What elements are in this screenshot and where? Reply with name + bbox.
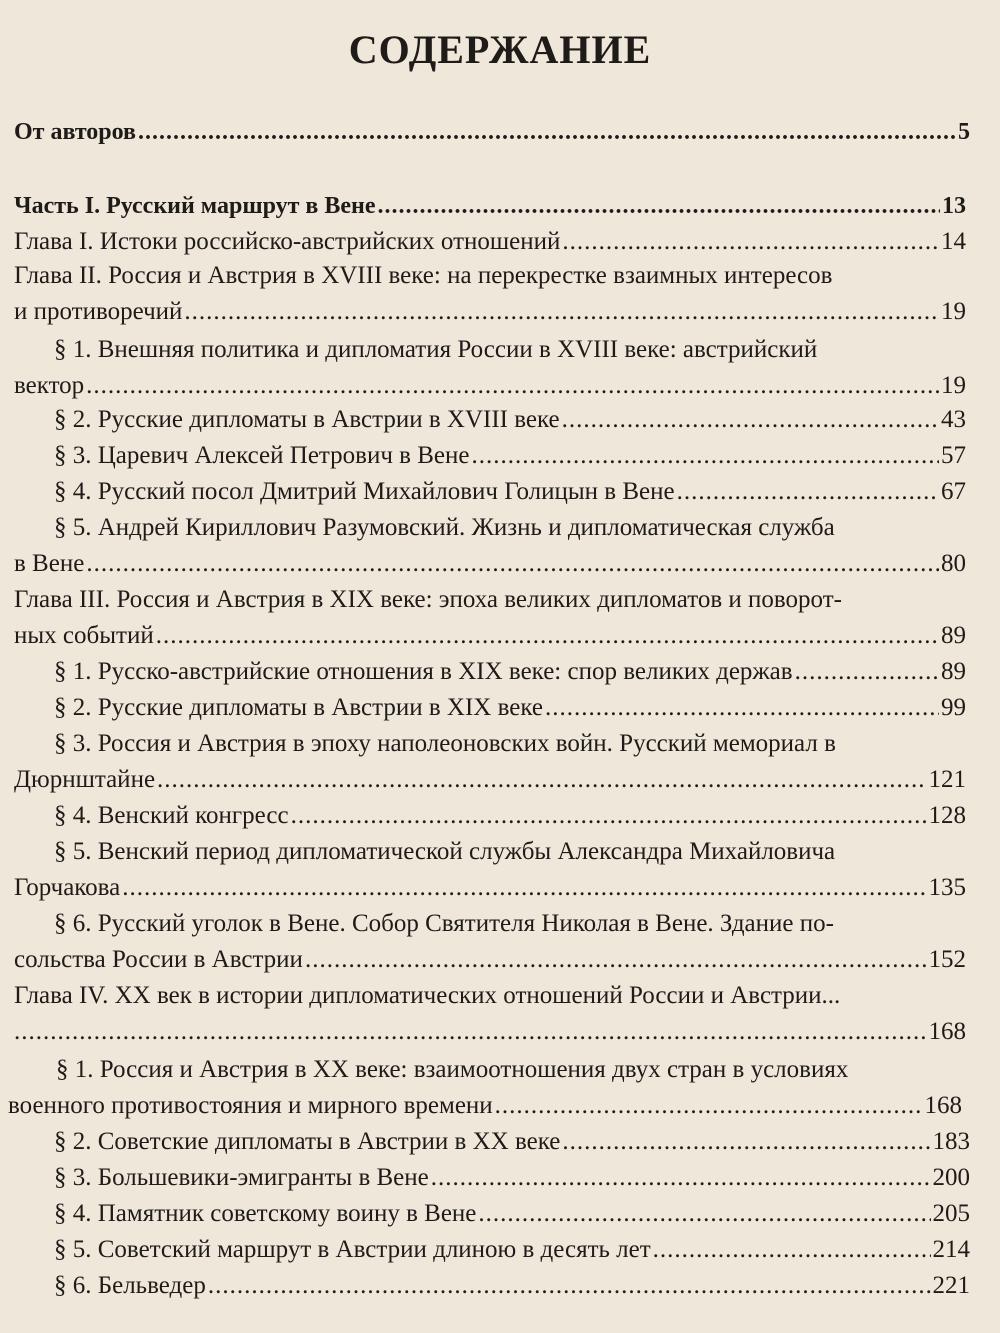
entry-title: военного противостояния и мирного времени — [8, 1092, 493, 1119]
page-number: 57 — [941, 442, 966, 469]
entry-title: § 3. Царевич Алексей Петрович в Вене — [54, 442, 470, 469]
dot-leader — [86, 546, 939, 582]
toc-entry — [14, 726, 966, 798]
page-number: 221 — [932, 1272, 970, 1299]
page-number: 183 — [932, 1128, 970, 1155]
entry-title: § 4. Венский конгресс — [54, 802, 289, 829]
page-number: 121 — [928, 766, 966, 793]
entry-title: § 3. Большевики-эмигранты в Вене — [54, 1164, 429, 1191]
dot-leader — [495, 1088, 923, 1124]
toc-entry — [14, 188, 966, 224]
toc-entry — [14, 114, 970, 150]
entry-title-line1: § 3. Россия и Австрия в эпоху наполеоновских войн. Русский мемориал в — [54, 730, 836, 757]
toc-entry — [14, 1160, 970, 1196]
dot-leader — [562, 1124, 930, 1160]
dot-leader — [677, 474, 939, 510]
dot-leader — [378, 188, 940, 224]
entry-title: Дюрнштайне — [14, 766, 156, 793]
dot-leader — [291, 798, 927, 834]
entry-title: ных событий — [14, 622, 154, 649]
entry-title: § 2. Русские дипломаты в Австрии в XIX веке — [54, 694, 543, 721]
dot-leader — [14, 1014, 927, 1050]
dot-leader — [156, 618, 939, 654]
entry-title-line1: Глава II. Россия и Австрия в XVIII веке: на перекрестке взаимных интересов — [14, 262, 833, 289]
toc-entry — [14, 224, 966, 260]
toc-entry — [14, 438, 966, 474]
toc-entry — [14, 654, 966, 690]
entry-title-line1: § 6. Русский уголок в Вене. Собор Святителя Николая в Вене. Здание по- — [54, 910, 834, 937]
entry-title-line1: § 5. Венский период дипломатической службы Александра Михайловича — [54, 838, 836, 865]
page-number: 19 — [941, 372, 966, 399]
page-number: 205 — [932, 1200, 970, 1227]
dot-leader — [545, 690, 939, 726]
page-number: 128 — [928, 802, 966, 829]
page-number: 14 — [941, 228, 966, 255]
toc-entry — [14, 1268, 970, 1304]
page-number: 135 — [928, 874, 966, 901]
dot-leader — [431, 1160, 931, 1196]
dot-leader — [208, 1268, 931, 1304]
toc-entry — [14, 258, 966, 330]
page-number: 19 — [941, 298, 966, 325]
page-number: 168 — [924, 1092, 962, 1119]
entry-title: Горчакова — [14, 874, 121, 901]
entry-title-line1: § 1. Россия и Австрия в XX веке: взаимоотношения двух стран в условиях — [56, 1056, 849, 1083]
toc-entry — [8, 1052, 962, 1124]
page-number: 80 — [941, 550, 966, 577]
toc-entry — [14, 1196, 970, 1232]
toc-entry — [14, 402, 966, 438]
entry-title: § 4. Русский посол Дмитрий Михайлович Голицын в Вене — [54, 478, 675, 505]
entry-title: Часть I. Русский маршрут в Вене — [14, 193, 376, 219]
toc-entry — [14, 834, 966, 906]
dot-leader — [471, 438, 939, 474]
dot-leader — [795, 654, 939, 690]
toc-entry — [14, 474, 966, 510]
dot-leader — [562, 402, 939, 438]
entry-title: § 5. Советский маршрут в Австрии длиною в десять лет — [54, 1236, 651, 1263]
page-number: 200 — [932, 1164, 970, 1191]
toc-entry — [14, 978, 966, 1050]
dot-leader — [122, 870, 926, 906]
entry-title: Глава I. Истоки российско-австрийских отношений — [14, 228, 561, 255]
entry-title-line1: § 5. Андрей Кириллович Разумовский. Жизнь и дипломатическая служба — [54, 514, 835, 541]
entry-title-line1: § 1. Внешняя политика и дипломатия России в XVIII веке: австрийский — [54, 336, 818, 363]
page-number: 214 — [932, 1236, 970, 1263]
entry-title-line1: Глава III. Россия и Австрия в XIX веке: эпоха великих дипломатов и поворот- — [14, 586, 842, 613]
dot-leader — [653, 1232, 931, 1268]
dot-leader — [86, 368, 939, 404]
page-number: 89 — [941, 658, 966, 685]
dot-leader — [562, 224, 939, 260]
entry-title: От авторов — [14, 119, 137, 145]
page-number: 152 — [928, 946, 966, 973]
dot-leader — [478, 1196, 930, 1232]
dot-leader — [157, 762, 926, 798]
page-number: 99 — [941, 694, 966, 721]
entry-title: вектор — [14, 372, 85, 399]
page-number: 168 — [928, 1018, 966, 1045]
toc-entry — [14, 510, 966, 582]
entry-title: § 4. Памятник советскому воину в Вене — [54, 1200, 477, 1227]
page-number: 5 — [958, 119, 970, 145]
toc-entry — [14, 582, 966, 654]
page-number: 67 — [941, 478, 966, 505]
page-number: 13 — [942, 193, 966, 219]
page-number: 89 — [941, 622, 966, 649]
entry-title-line1: Глава IV. XX век в истории дипломатических отношений России и Австрии... — [14, 982, 841, 1009]
entry-title: § 1. Русско-австрийские отношения в XIX веке: спор великих держав — [54, 658, 793, 685]
page-number: 43 — [941, 406, 966, 433]
dot-leader — [184, 294, 939, 330]
page-title: СОДЕРЖАНИЕ — [348, 27, 652, 72]
dot-leader — [305, 942, 927, 978]
entry-title: § 6. Бельведер — [54, 1272, 206, 1299]
entry-title: сольства России в Австрии — [14, 946, 303, 973]
entry-title: и противоречий — [14, 298, 183, 325]
toc-entry — [14, 332, 966, 404]
entry-title: § 2. Русские дипломаты в Австрии в XVIII веке — [54, 406, 560, 433]
toc-entry — [14, 906, 966, 978]
toc-entry — [14, 798, 966, 834]
entry-title: в Вене — [14, 550, 85, 577]
toc-entry — [14, 690, 966, 726]
toc-entry — [14, 1232, 970, 1268]
toc-entry — [14, 1124, 970, 1160]
dot-leader — [138, 114, 956, 150]
entry-title: § 2. Советские дипломаты в Австрии в XX веке — [54, 1128, 561, 1155]
